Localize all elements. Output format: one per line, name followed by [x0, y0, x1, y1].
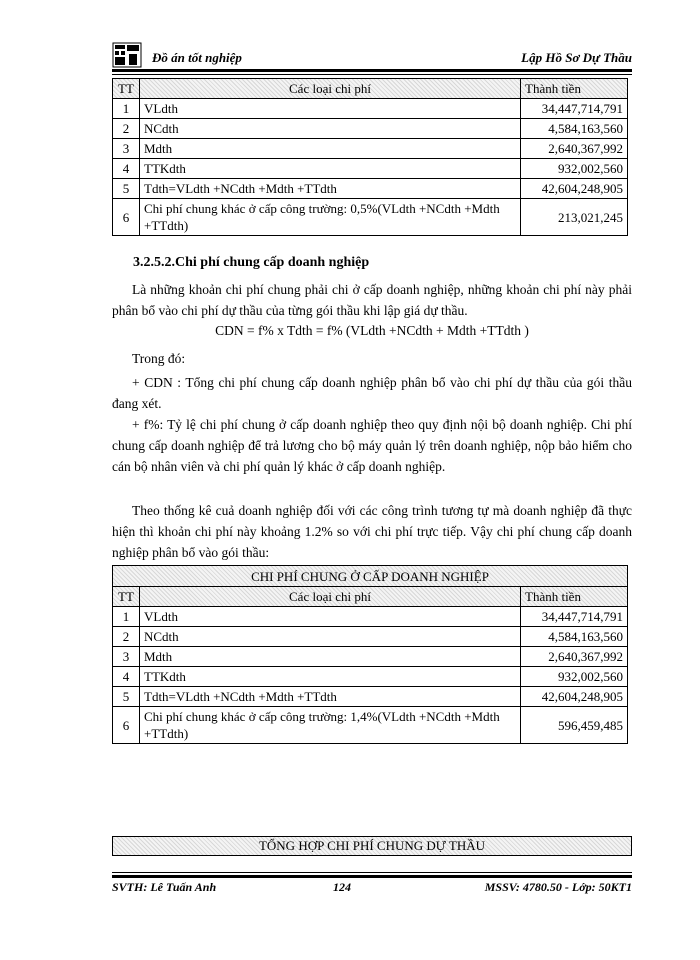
table-row [113, 99, 628, 119]
row-name: Tdth=VLdth +NCdth +Mdth +TTdth [140, 179, 521, 199]
footer-rule-thick [112, 875, 632, 878]
row-value: 4,584,163,560 [521, 119, 628, 139]
table-row [113, 627, 628, 647]
footer-student: SVTH: Lê Tuấn Anh [112, 880, 217, 894]
row-value: 2,640,367,992 [521, 139, 628, 159]
summary-banner: TỔNG HỢP CHI PHÍ CHUNG DỰ THẦU [112, 836, 632, 856]
table-row [113, 647, 628, 667]
row-value: 42,604,248,905 [521, 687, 628, 707]
row-tt: 2 [113, 627, 140, 647]
row-tt: 4 [113, 159, 140, 179]
row-value: 596,459,485 [521, 707, 628, 744]
row-tt: 6 [113, 707, 140, 744]
table-row [113, 179, 628, 199]
table-row [113, 199, 628, 236]
paragraph-f-percent-text: + f%: Tỷ lệ chi phí chung ở cấp doanh nghiệp theo quy định nội bộ doanh nghiệp. Chi phí chung cấp doanh nghiệp để trả lương cho bộ máy quản lý trên doanh nghiệp, nộp bảo hiểm cho cán bộ nhân viên và chi phí quản lý khác ở cấp doanh nghiệp. [112, 417, 632, 474]
row-value: 42,604,248,905 [521, 179, 628, 199]
table-banner-row [113, 566, 628, 587]
footer-page-number: 124 [333, 880, 351, 894]
row-name: TTKdth [140, 159, 521, 179]
table-header-row [113, 79, 628, 99]
table-row [113, 119, 628, 139]
header-right-title: Lập Hồ Sơ Dự Thầu [521, 50, 632, 65]
table-row [113, 687, 628, 707]
row-tt: 5 [113, 687, 140, 707]
row-tt: 3 [113, 647, 140, 667]
row-value: 932,002,560 [521, 159, 628, 179]
row-name: Tdth=VLdth +NCdth +Mdth +TTdth [140, 687, 521, 707]
formula: CDN = f% x Tdth = f% (VLdth +NCdth + Mdth +TTdth ) [215, 323, 529, 338]
row-value: 213,021,245 [521, 199, 628, 236]
row-tt: 3 [113, 139, 140, 159]
row-value: 34,447,714,791 [521, 607, 628, 627]
col-header-tt: TT [113, 79, 140, 99]
footer-rule-thin [112, 872, 632, 873]
row-value: 34,447,714,791 [521, 99, 628, 119]
col-header-name: Các loại chi phí [140, 587, 521, 607]
paragraph-intro-text: Là những khoản chi phí chung phải chi ở cấp doanh nghiệp, những khoản chi phí này phải phân bổ vào chi phí dự thầu của từng gói thầu khi lập giá dự thầu. [112, 282, 632, 318]
col-header-name: Các loại chi phí [140, 79, 521, 99]
paragraph-where [112, 348, 632, 369]
col-header-value: Thành tiền [521, 587, 628, 607]
section-title: 3.2.5.2.Chi phí chung cấp doanh nghiệp [133, 255, 370, 270]
row-tt: 1 [113, 99, 140, 119]
row-name: Chi phí chung khác ở cấp công trường: 0,5%(VLdth +NCdth +Mdth +TTdth) [140, 199, 521, 236]
row-name: VLdth [140, 99, 521, 119]
page-header [112, 42, 632, 70]
footer-student-id: MSSV: 4780.50 - Lớp: 50KT1 [484, 880, 632, 894]
paragraph-where-text: Trong đó: [132, 351, 186, 366]
header-rule-thin [112, 74, 632, 75]
table-header-row [113, 587, 628, 607]
table-row [113, 607, 628, 627]
table-row [113, 139, 628, 159]
row-tt: 2 [113, 119, 140, 139]
table-row [113, 667, 628, 687]
table-banner: CHI PHÍ CHUNG Ở CẤP DOANH NGHIỆP [113, 566, 628, 587]
row-value: 4,584,163,560 [521, 627, 628, 647]
enterprise-overhead-table [112, 565, 628, 744]
row-name: Chi phí chung khác ở cấp công trường: 1,4%(VLdth +NCdth +Mdth +TTdth) [140, 707, 521, 744]
col-header-tt: TT [113, 587, 140, 607]
row-name: TTKdth [140, 667, 521, 687]
header-left-title: Đồ án tốt nghiệp [152, 50, 242, 65]
paragraph-cdn-text: + CDN : Tổng chi phí chung cấp doanh nghiệp phân bổ vào chi phí dự thầu của gói thầu đang xét. [112, 375, 632, 411]
row-name: NCdth [140, 119, 521, 139]
row-tt: 6 [113, 199, 140, 236]
col-header-value: Thành tiền [521, 79, 628, 99]
paragraph-intro [112, 279, 632, 321]
table-row [113, 159, 628, 179]
paragraph-statistics [112, 500, 632, 563]
row-tt: 4 [113, 667, 140, 687]
university-logo-icon [112, 42, 142, 68]
row-name: Mdth [140, 647, 521, 667]
row-name: NCdth [140, 627, 521, 647]
site-overhead-table [112, 78, 628, 236]
table-row [113, 707, 628, 744]
paragraph-statistics-text: Theo thống kê cuả doanh nghiệp đối với các công trình tương tự mà doanh nghiệp đã thực hiện thì khoản chi phí này khoảng 1.2% so với chi phí trực tiếp. Vậy chi phí chung cấp doanh nghiệp phân bổ vào gói thầu: [112, 503, 632, 560]
row-tt: 1 [113, 607, 140, 627]
row-value: 932,002,560 [521, 667, 628, 687]
row-value: 2,640,367,992 [521, 647, 628, 667]
header-rule-thick [112, 69, 632, 72]
paragraph-f-percent [112, 414, 632, 477]
row-name: Mdth [140, 139, 521, 159]
row-tt: 5 [113, 179, 140, 199]
paragraph-cdn [112, 372, 632, 414]
row-name: VLdth [140, 607, 521, 627]
